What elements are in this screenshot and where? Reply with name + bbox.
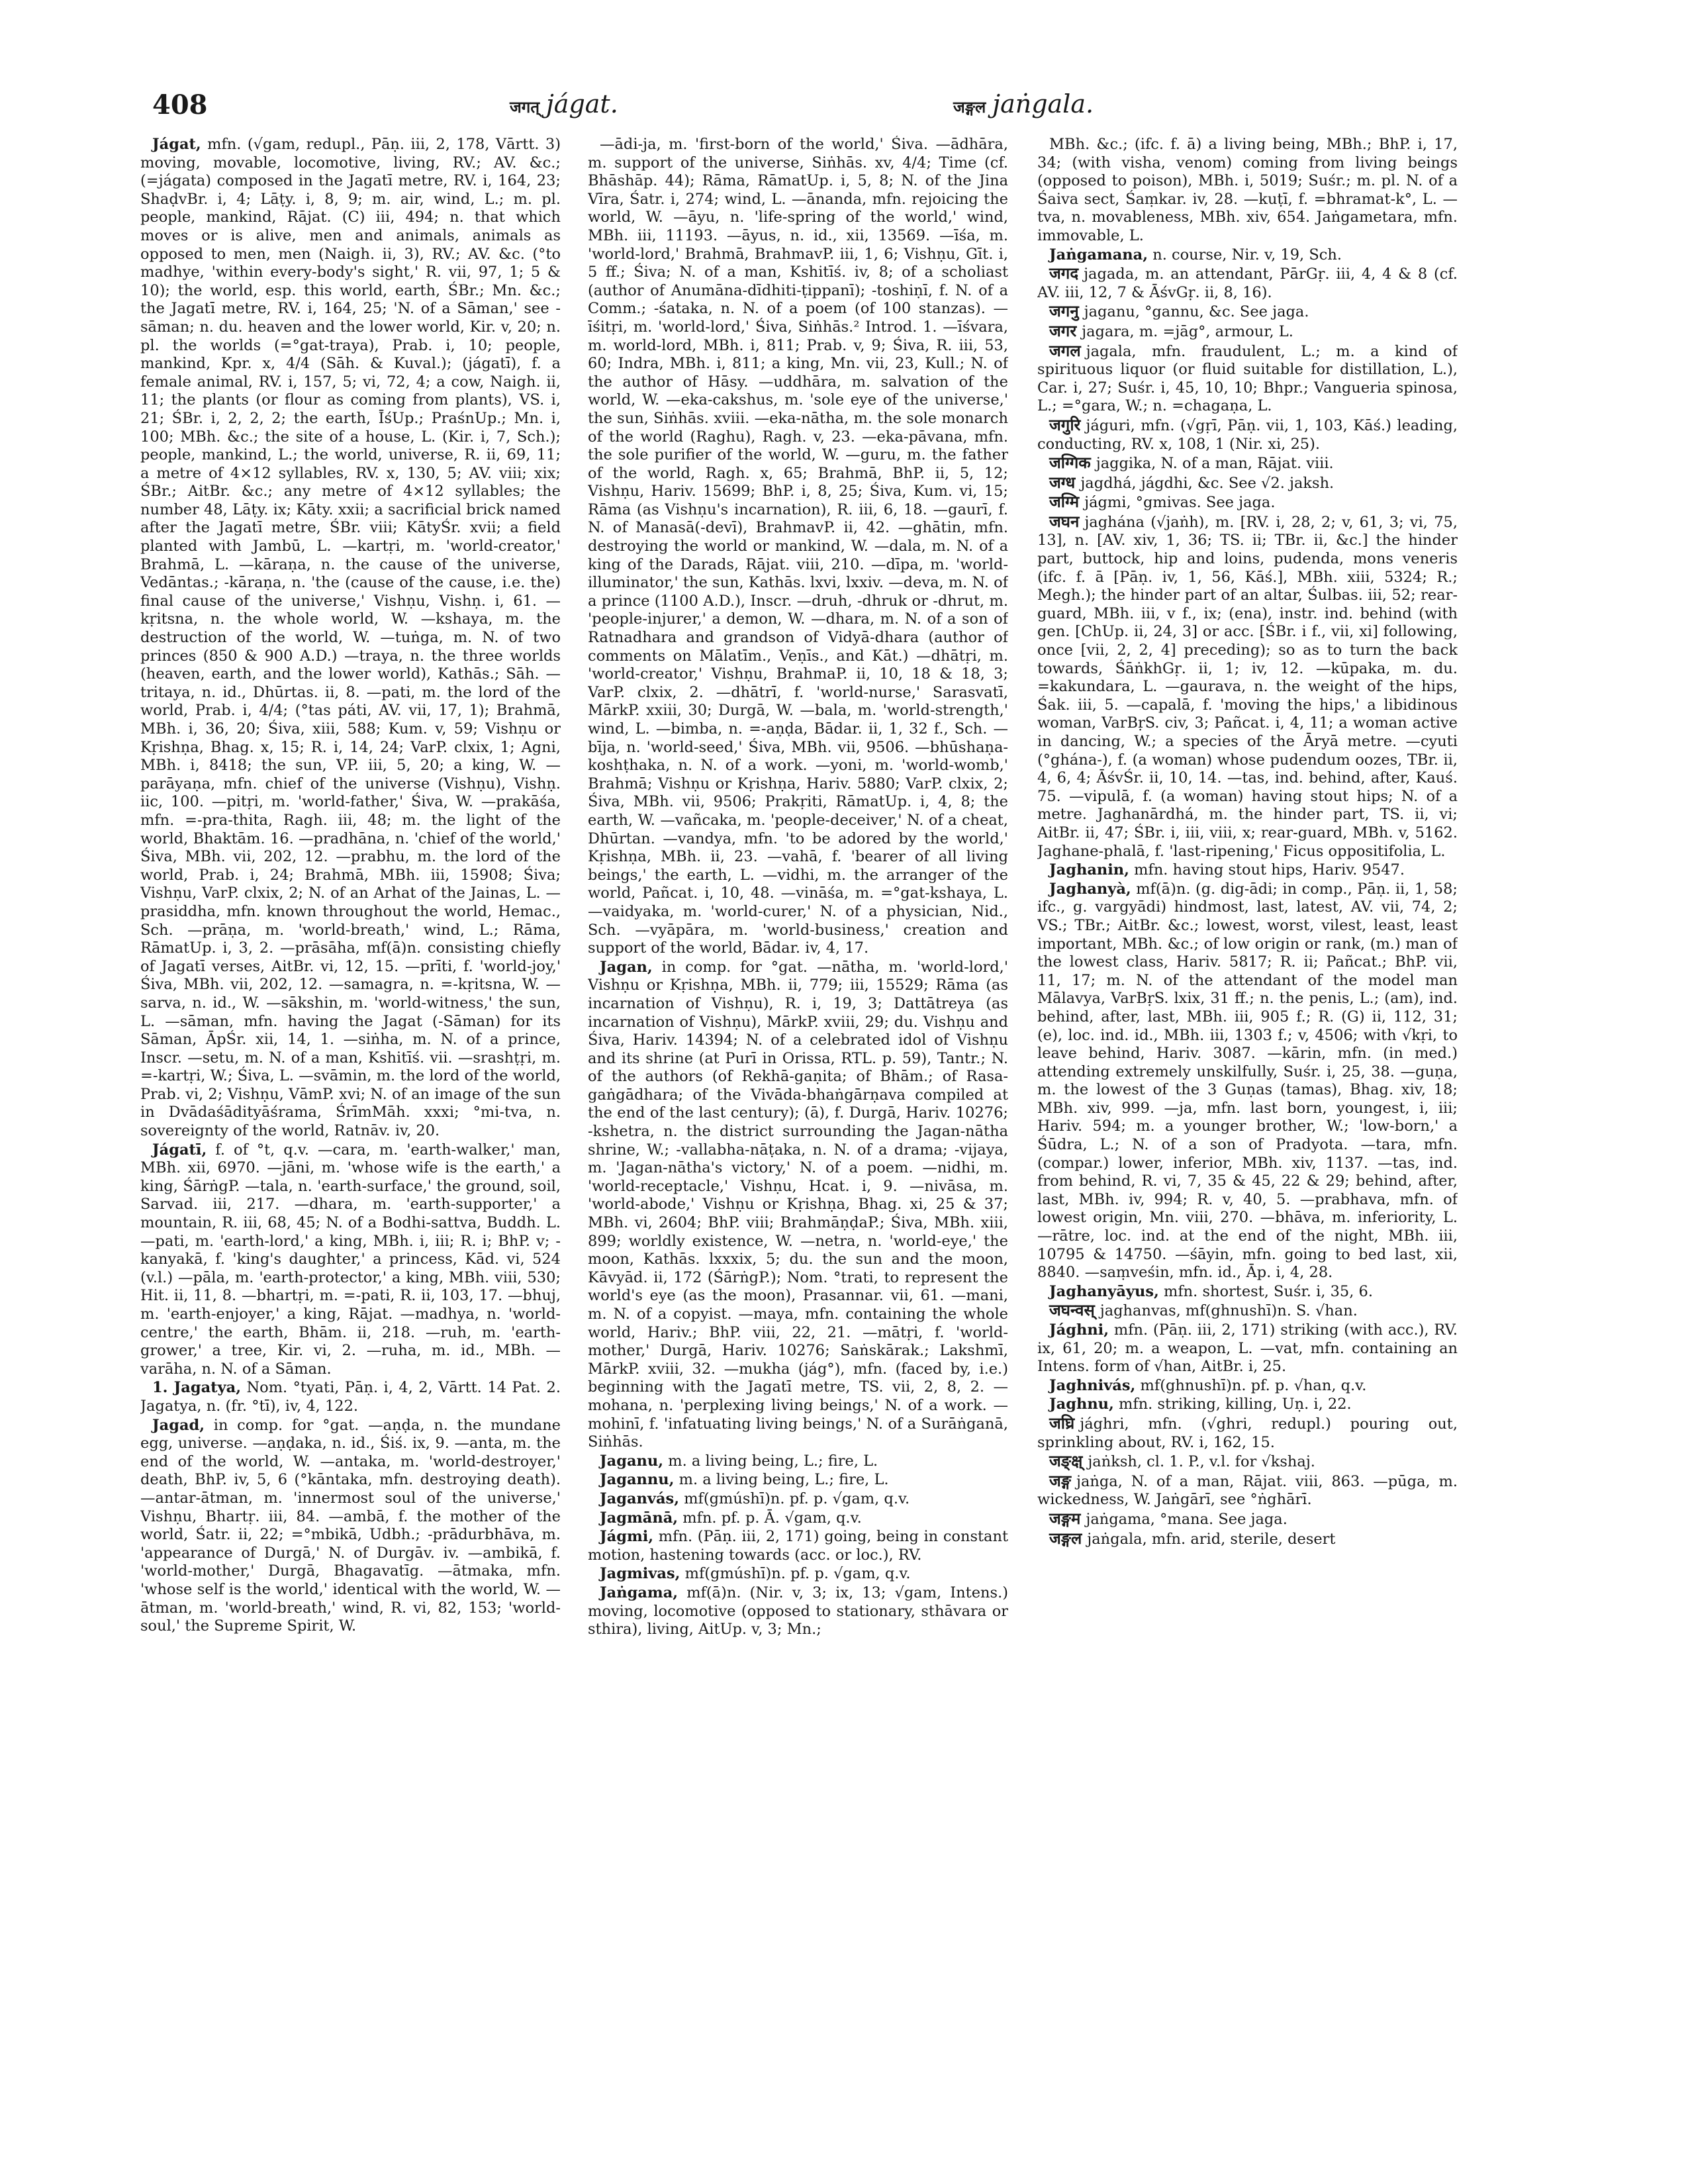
entry-text: —ādi-ja, m. 'first-born of the world,' Śiva. —ādhāra, m. support of the universe, Siṅhās. xv, 4/4; Time (cf. Bhāshāp. 44); Rāma, RāmatUp. i, 5, 8; N. of the Jina Vīra, Śatr. i, 274; wind, L. —ānanda, mfn. rejoicing the world, W. —āyu, n. 'life-spring of the world,' wind, MBh. iii, 11193. —āyus, n. id., xii, 13569. —īśa, m. 'world-lord,' Brahmā, BrahmavP. iii, 1, 6; Vishṇu, Gīt. i, 5 ff.; Śiva; N. of a man, Kshitīś. iv, 8; of a scholiast (author of Anumāna-dīdhiti-ṭippanī); -toshiṇī, f. N. of a Comm.; -śataka, n. N. of a poem (of 100 stanzas). —īśitṛi, m. 'world-lord,' Śiva, Siṅhās.² Introd. 1. —īśvara, m. world-lord, MBh. i, 811; Prab. v, 9; Śiva, R. iii, 53, 60; Indra, MBh. i, 811; a king, Mn. vii, 23, Kull.; N. of the author of Hāsy. —uddhāra, m. salvation of the world, W. —eka-cakshus, m. 'sole eye of the universe,' the sun, Siṅhās. xviii. —eka-nātha, m. the sole monarch of the world (Raghu), Ragh. v, 23. —eka-pāvana, mfn. the sole purifier of the world, W. —guru, m. the father of the world, Ragh. x, 65; Brahmā, BhP. ii, 5, 12; Vishṇu, Hariv. 15699; BhP. i, 8, 25; Śiva, Kum. vi, 15; Rāma (as Vishṇu's incarnation), R. iii, 6, 18. —gaurī, f. N. of Manasā(-devī), BrahmavP. ii, 42. —ghātin, mfn. destroying the world or mankind, W. —dala, m. N. of a king of the Darads, Rājat. viii, 210. —dīpa, m. 'world-illuminator,' the sun, Kathās. lxvi, lxxiv. —deva, m. N. of a prince (1100 A.D.), Inscr. —druh, -dhruk or -dhrut, m. 'people-injurer,' a demon, W. —dhara, m. N. of a son of Ratnadhara and grandson of Vidyā-dhara (author of comments on Mālatīm., Veṇīs., and Kāt.) —dhātṛi, m. 'world-creator,' Vishṇu, BrahmaP. ii, 10, 18 & 18, 3; VarP. clxix, 2. —dhātrī, f. 'world-nurse,' Sarasvatī, MārkP. xxiii, 30; Durgā, W. —bala, m. 'world-strength,' wind, L. —bimba, n. =-aṇḍa, Bādar. ii, 1, 32 f., Sch. —bīja, n. 'world-seed,' Śiva, MBh. vii, 9506. —bhūshaṇa-koshṭhaka, n. N. of a work. —yoni, m. 'world-womb,' Brahmā; Vishṇu or Kṛishṇa, Hariv. 5880; VarP. clxix, 2; Śiva, MBh. vii, 9506; Prakṛiti, RāmatUp. i, 4, 8; the earth, W. —vañcaka, m. 'people-deceiver,' N. of a cheat, Dhūrtan. —vandya, mfn. 'to be adored by the world,' Kṛishṇa, MBh. ii, 23. —vahā, f. 'bearer of all living beings,' the earth, L. —vidhi, m. the arranger of the world, Pañcat. i, 10, 48. —vināśa, m. =°gat-kshaya, L. —vaidyaka, m. 'world-curer,' N. of a physician, Nid., Sch. —vyāpāra, m. 'world-business,' creation and support of the world, Bādar. iv, 4, 17.	[588, 136, 1008, 957]
column-2	[588, 136, 1008, 2161]
entry-text: Nom. °tyati, Pāṇ. i, 4, 2, Vārtt. 14 Pat. 2. Jagatya, n. (fr. °tī), iv, 4, 122.	[140, 1379, 561, 1415]
dictionary-entry	[1037, 303, 1458, 322]
devanagari-headword: जङ्ग	[1049, 1471, 1071, 1490]
entry-headword: Jaghanin,	[1049, 861, 1129, 879]
dictionary-entry	[588, 1490, 1008, 1509]
dictionary-entry	[1037, 1302, 1458, 1321]
entry-headword: Jaganvás,	[600, 1490, 680, 1507]
dictionary-entry	[588, 1565, 1008, 1584]
dictionary-entry	[1037, 1321, 1458, 1376]
entry-headword: Jaganu,	[600, 1452, 664, 1470]
devanagari-headword: जगल	[1049, 341, 1081, 360]
entry-text: MBh. &c.; (ifc. f. ā) a living being, MBh.; BhP. i, 17, 34; (with visha, venom) coming from living beings (opposed to poison), MBh. i, 5019; Suśr.; m. pl. N. of a Śaiva sect, Śaṃkar. iv, 28. —kuṭī, f. =bhramat-k°, L. —tva, n. movableness, MBh. xiv, 654. Jaṅgametara, mfn. immovable, L.	[1037, 136, 1458, 244]
left-running-latin: jágat.	[546, 89, 618, 119]
entry-text: jághri, mfn. (√ghri, redupl.) pouring out, sprinkling about, RV. i, 162, 15.	[1037, 1415, 1458, 1451]
dictionary-entry	[140, 1417, 561, 1636]
dictionary-entry	[1037, 246, 1458, 265]
entry-headword: Jagmivas,	[600, 1565, 680, 1583]
entry-headword: Jaghnivás,	[1049, 1376, 1136, 1394]
entry-text: jaṅga, N. of a man, Rājat. viii, 863. —pūga, m. wickedness, W. Jaṅgārī, see °ṅghārī.	[1037, 1472, 1458, 1509]
entry-text: jaṅgala, mfn. arid, sterile, desert	[1087, 1530, 1336, 1548]
page-header	[152, 89, 1443, 129]
devanagari-headword: जघ्रि	[1049, 1413, 1075, 1433]
entry-headword: Jághni,	[1049, 1321, 1109, 1339]
dictionary-entry	[1037, 1530, 1458, 1549]
devanagari-headword: जग्ध	[1049, 473, 1076, 492]
dictionary-entry	[1037, 322, 1458, 342]
dictionary-entry	[1037, 265, 1458, 302]
entry-text: jaghána (√jaṅh), m. [RV. i, 28, 2; v, 61, 3; vi, 75, 13], n. [AV. xiv, 1, 36; TS. ii; TBr. ii, &c.] the hinder part, buttock, hip and loins, pudenda, mons veneris (ifc. f. ā [Pāṇ. iv, 1, 56, Kāś.], MBh. xiii, 5324; R.; Megh.); the hinder part of an altar, Śulbas. iii, 52; rear-guard, MBh. iii, v f., ix; (ena), instr. ind. behind (with gen. [ChUp. ii, 24, 3] or acc. [ŚBr. i f., vii, xi] following, once [vii, 2, 2, 4] preceding); so as to turn the back towards, ŚāṅkhGṛ. ii, 1; iv, 12. —kūpaka, m. du. =kakundara, L. —gaurava, n. the weight of the hips, Śak. iii, 5. —capalā, f. 'moving the hips,' a libidinous woman, VarBṛS. civ, 3; Pañcat. i, 4, 11; a woman active in dancing, W.; a species of the Āryā metre. —cyuti (°ghána-), f. (a woman) whose pudendum oozes, TBr. ii, 4, 6, 4; ĀśvŚr. ii, 10, 14. —tas, ind. behind, after, Kauś. 75. —vipulā, f. (a woman) having stout hips; N. of a metre. Jaghanārdhá, m. the hinder part, TS. ii, vi; AitBr. ii, 47; ŚBr. i, iii, viii, x; rear-guard, MBh. v, 5162. Jaghane-phalā, f. 'last-ripening,' Ficus oppositifolia, L.	[1037, 513, 1458, 860]
entry-text: jaṅgama, °mana. See jaga.	[1086, 1510, 1288, 1528]
right-running-latin: jaṅgala.	[992, 89, 1094, 119]
entry-headword: Jágat,	[152, 136, 201, 153]
devanagari-headword: जगुरि	[1049, 415, 1081, 434]
devanagari-headword: जङ्क्ष्	[1049, 1452, 1083, 1471]
dictionary-entry	[1037, 880, 1458, 1282]
devanagari-headword: जगर	[1049, 321, 1077, 340]
entry-text: m. a living being, L.; fire, L.	[663, 1452, 878, 1470]
entry-headword: Jagannu,	[600, 1471, 675, 1489]
entry-text: mf(gmúshī)n. pf. p. √gam, q.v.	[680, 1565, 911, 1583]
entry-text: jaghanvas, mf(ghnushī)n. S. √han.	[1100, 1302, 1358, 1320]
column-3	[1037, 136, 1458, 2161]
entry-text: mfn. having stout hips, Hariv. 9547.	[1129, 861, 1405, 879]
dictionary-entry	[1037, 493, 1458, 512]
right-running-dev: जङ्गल	[953, 98, 986, 117]
entry-text: mfn. striking, killing, Uṇ. i, 22.	[1113, 1396, 1352, 1413]
entry-text: in comp. for °gat. —aṇḍa, n. the mundane egg, universe. —aṇḍaka, n. id., Śiś. ix, 9. —anta, m. the end of the world, W. —antaka, m. 'world-destroyer,' death, BhP. iv, 5, 6 (°kāntaka, mfn. destroying death). —antar-ātman, m. 'innermost soul of the universe,' Vishṇu, Bhartṛ. iii, 84. —ambā, f. the mother of the world, Śatr. ii, 22; =°mbikā, Udbh.; -prādurbhāva, m. 'appearance of Durgā,' N. of Durgāv. iv. —ambikā, f. 'world-mother,' Durgā, Bhagavatīg. —ātmaka, mfn. 'whose self is the world,' identical with the world, W. —ātman, m. 'world-breath,' wind, R. vi, 82, 153; 'world-soul,' the Supreme Spirit, W.	[140, 1416, 561, 1635]
devanagari-headword: जग्मि	[1049, 493, 1080, 512]
dictionary-entry	[588, 1471, 1008, 1490]
entry-text: mfn. (Pāṇ. iii, 2, 171) striking (with acc.), RV. ix, 61, 20; m. a weapon, L. —vat, mfn. containing an Intens. form of √han, AitBr. i, 25.	[1037, 1321, 1458, 1376]
dictionary-entry	[588, 1528, 1008, 1564]
entry-headword: Jágatī,	[152, 1141, 207, 1159]
entry-headword: Jagmānā,	[600, 1509, 679, 1527]
dictionary-entry	[1037, 1452, 1458, 1472]
dictionary-entry	[1037, 861, 1458, 880]
dictionary-entry	[1037, 1510, 1458, 1529]
entry-text: mfn. shortest, Suśr. i, 35, 6.	[1158, 1282, 1373, 1300]
entry-headword: Jaghanyà,	[1049, 880, 1131, 898]
dictionary-entry	[1037, 454, 1458, 473]
entry-text: m. a living being, L.; fire, L.	[674, 1471, 889, 1489]
devanagari-headword: जगद	[1049, 264, 1079, 283]
entry-headword: Jaghnu,	[1049, 1396, 1114, 1413]
dictionary-entry	[1037, 1472, 1458, 1509]
devanagari-headword: जघन	[1049, 512, 1080, 531]
entry-text: jagdhá, jágdhi, &c. See √2. jaksh.	[1080, 474, 1335, 492]
entry-text: f. of °t, q.v. —cara, m. 'earth-walker,' man, MBh. xii, 6970. —jāni, m. 'whose wife is the earth,' a king, ŚārṅgP. —tala, n. 'earth-surface,' the ground, soil, Sarvad. iii, 217. —dhara, m. 'earth-supporter,' a mountain, R. iii, 68, 45; N. of a Bodhi-sattva, Buddh. L. —pati, m. 'earth-lord,' a king, MBh. i, iii; R. i; BhP. v; -kanyakā, f. 'king's daughter,' a princess, Kād. vi, 524 (v.l.) —pāla, m. 'earth-protector,' a king, MBh. viii, 530; Hit. ii, 11, 8. —bhartṛi, m. =-pati, R. ii, 103, 17. —bhuj, m. 'earth-enjoyer,' a king, Rājat. —madhya, n. 'world-centre,' the earth, Bhām. ii, 218. —ruh, m. 'earth-grower,' a tree, Kir. vi, 2. —ruha, m. id., MBh. —varāha, n. N. of a Sāman.	[140, 1141, 561, 1378]
column-1	[140, 136, 561, 2161]
dictionary-entry	[140, 136, 561, 1141]
devanagari-headword: जङ्गल	[1049, 1529, 1082, 1548]
entry-text: jagada, m. an attendant, PārGṛ. iii, 4, 4 & 8 (cf. AV. iii, 12, 7 & ĀśvGṛ. ii, 8, 16).	[1037, 265, 1458, 301]
dictionary-entry	[1037, 342, 1458, 416]
dictionary-entry	[588, 959, 1008, 1452]
entry-headword: Jaṅgamana,	[1049, 246, 1148, 263]
entry-text: jaggika, N. of a man, Rājat. viii.	[1096, 455, 1334, 473]
dictionary-entry	[1037, 1415, 1458, 1452]
dictionary-entry	[1037, 1283, 1458, 1302]
dictionary-entry	[588, 136, 1008, 958]
entry-text: mf(gmúshī)n. pf. p. √gam, q.v.	[679, 1490, 910, 1507]
entry-text: jaṅksh, cl. 1. P., v.l. for √kshaj.	[1088, 1453, 1315, 1471]
entry-headword: 1. Jagatya,	[152, 1379, 242, 1397]
entry-text: mf(ghnushī)n. pf. p. √han, q.v.	[1135, 1376, 1367, 1394]
dictionary-entry	[1037, 1396, 1458, 1414]
entry-text: mfn. (Pāṇ. iii, 2, 171) going, being in constant motion, hastening towards (acc. or loc.), RV.	[588, 1528, 1008, 1564]
dictionary-entry	[1037, 136, 1458, 246]
entry-text: mf(ā)n. (g. dig-ādi; in comp., Pāṇ. ii, 1, 58; ifc., g. vargyādi) hindmost, last, latest, AV. vii, 74, 2; VS.; TBr.; AitBr. &c.; lowest, worst, vilest, least, least important, MBh. &c.; of low origin or rank, (m.) man of the lowest class, Hariv. 5817; R. ii; Pañcat.; BhP. vii, 11, 17; m. N. of the attendant of the model man Mālavya, VarBṛS. lxix, 31 ff.; n. the penis, L.; (am), ind. behind, after, last, MBh. iii, 905 f.; R. (G) ii, 112, 31; (e), loc. ind. id., MBh. iii, 1303 f.; v, 4506; with √kṛi, to leave behind, Hariv. 3087. —kārin, mfn. (in med.) attending extremely unskilfully, Suśr. i, 25, 38. —guṇa, m. the lowest of the 3 Guṇas (tamas), Bhag. xiv, 18; MBh. xiv, 999. —ja, mfn. last born, youngest, i, iii; Hariv. 594; m. a younger brother, W.; 'low-born,' a Śūdra, L.; N. of a son of Pradyota. —tara, mfn. (compar.) lower, inferior, MBh. xiv, 1137. —tas, ind. from behind, R. vi, 7, 35 & 45, 22 & 29; behind, after, last, MBh. iv, 994; R. v, 40, 5. —prabhava, mfn. of lowest origin, Mn. viii, 270. —bhāva, m. inferiority, L. —rātre, loc. ind. at the end of the night, MBh. iii, 10795 & 14750. —śāyin, mfn. going to bed last, xii, 8840. —saṃveśin, mfn. id., Āp. i, 4, 28.	[1037, 880, 1458, 1282]
devanagari-headword: जग्गिक	[1049, 453, 1091, 473]
devanagari-headword: जङ्गम	[1049, 1509, 1081, 1528]
devanagari-headword: जघन्वस्	[1049, 1301, 1095, 1320]
left-running-head	[510, 89, 618, 119]
entry-headword: Jaṅgama,	[600, 1584, 679, 1601]
entry-text: mf(ā)n. (Nir. v, 3; ix, 13; √gam, Intens.) moving, locomotive (opposed to stationary, sthāvara or sthira), living, AitUp. v, 3; Mn.;	[588, 1584, 1008, 1638]
entry-text: jagara, m. =jāg°, armour, L.	[1082, 322, 1293, 340]
entry-text: mfn. pf. p. Ā. √gam, q.v.	[678, 1509, 862, 1527]
entry-text: n. course, Nir. v, 19, Sch.	[1148, 246, 1342, 263]
entry-text: mfn. (√gam, redupl., Pāṇ. iii, 2, 178, Vārtt. 3) moving, movable, locomotive, living, RV.; AV. &c.; (=jágata) composed in the Jagatī metre, RV. i, 164, 23; ShaḍvBr. i, 4; Lāṭy. i, 8, 9; m. air, wind, L.; m. pl. people, mankind, Rājat. (C) iii, 494; n. that which moves or is alive, men and animals, animals as opposed to men, men (Naigh. ii, 3), RV.; AV. &c. (°to madhye, 'within every-body's sight,' R. vii, 97, 1; 5 & 10); the world, esp. this world, earth, ŚBr.; Mn. &c.; the Jagatī metre, RV. i, 164, 25; 'N. of a Sāman,' see -sāman; n. du. heaven and the lower world, Kir. v, 20; n. pl. the worlds (=°gat-traya), Prab. i, 10; people, mankind, Kpr. x, 4/4 (Sāh. & Kuval.); (jágatī), f. a female animal, RV. i, 157, 5; vi, 72, 4; a cow, Naigh. ii, 11; the plants (or flour as coming from plants), VS. i, 21; ŚBr. i, 2, 2, 2; the earth, ĪśUp.; PraśnUp.; Mn. i, 100; MBh. &c.; the site of a house, L. (Kir. i, 7, Sch.); people, mankind, L.; the world, universe, R. ii, 69, 11; a metre of 4×12 syllables, RV. x, 130, 5; AV. viii; xix; ŚBr.; AitBr. &c.; any metre of 4×12 syllables; the number 48, Lāṭy. ix; Kāty. xxii; a sacrificial brick named after the Jagatī metre, ŚBr. viii; KātyŚr. xvii; a field planted with Jambū, L. —kartṛi, m. 'world-creator,' Brahmā, L. —kāraṇa, n. the cause of the universe, Vedāntas.; -kāraṇa, n. 'the (cause of the cause, i.e. the) final cause of the universe,' Vishṇu, Vishṇ. i, 61. —kṛitsna, n. the whole world, W. —kshaya, m. the destruction of the world, W. —tuṅga, m. N. of two princes (850 & 900 A.D.) —traya, n. the three worlds (heaven, earth, and the lower world), Kathās.; Sāh. —tritaya, n. id., Dhūrtas. ii, 8. —pati, m. the lord of the world, Prab. i, 4/4; (°tas páti, AV. vii, 17, 1); Brahmā, MBh. i, 36, 20; Śiva, xiii, 588; Kum. v, 59; Vishṇu or Kṛishṇa, Bhag. x, 15; R. i, 14, 24; VarP. clxix, 1; Agni, MBh. i, 8418; the sun, VP. iii, 5, 20; a king, W. —parāyaṇa, mfn. chief of the universe (Vishṇu), Vishṇ. iic, 100. —pitṛi, m. 'world-father,' Śiva, W. —prakāśa, mfn. =-pra-thita, Ragh. iii, 48; m. the light of the world, Bhaktām. 16. —pradhāna, n. 'chief of the world,' Śiva, MBh. vii, 202, 12. —prabhu, m. the lord of the world, Prab. i, 24; Brahmā, MBh. iii, 15908; Śiva; Vishṇu, VarP. clxix, 2; N. of an Arhat of the Jainas, L. —prasiddha, mfn. known throughout the world, Hemac., Sch. —prāṇa, m. 'world-breath,' wind, L.; Rāma, RāmatUp. i, 3, 2. —prāsāha, mf(ā)n. consisting chiefly of Jagatī verses, AitBr. vi, 12, 15. —prīti, f. 'world-joy,' Śiva, MBh. vii, 202, 12. —samagra, n. =-kṛitsna, W. —sarva, n. id., W. —sākshin, m. 'world-witness,' the sun, L. —sāman, mfn. having the Jagat (-Sāman) for its Sāman, ĀpŚr. xii, 14, 1. —siṅha, m. N. of a prince, Inscr. —setu, m. N. of a man, Kshitīś. vii. —srashṭṛi, m. =-kartṛi, W.; Śiva, L. —svāmin, m. the lord of the world, Prab. vi, 2; Vishṇu, VāmP. xvi; N. of an image of the sun in Dvādaśādityāśrama, ŚrīmMāh. xxxi; °mi-tva, n. sovereignty of the world, Ratnāv. iv, 20.	[140, 136, 561, 1140]
entry-headword: Jágmi,	[600, 1528, 654, 1546]
dictionary-entry	[140, 1141, 561, 1379]
dictionary-entry	[588, 1584, 1008, 1639]
entry-text: jáguri, mfn. (√gṛī, Pāṇ. vii, 1, 103, Kāś.) leading, conducting, RV. x, 108, 1 (Nir. xi, 25).	[1037, 416, 1458, 453]
devanagari-headword: जगनु	[1049, 302, 1079, 321]
page-number: 408	[152, 89, 208, 120]
dictionary-entry	[140, 1379, 561, 1415]
left-running-dev: जगत्	[510, 98, 539, 117]
right-running-head	[953, 89, 1094, 119]
dictionary-entry	[1037, 1377, 1458, 1396]
dictionary-entry	[588, 1452, 1008, 1471]
dictionary-entry	[1037, 474, 1458, 493]
entry-text: jaganu, °gannu, &c. See jaga.	[1084, 303, 1309, 321]
entry-text: jagala, mfn. fraudulent, L.; m. a kind of spirituous liquor (or fluid suitable for distillation, L.), Car. i, 27; Suśr. i, 45, 10, 10; Bhpr.; Vangueria spinosa, L.; =°gara, W.; n. =chagaṇa, L.	[1037, 342, 1458, 415]
entry-text: in comp. for °gat. —nātha, m. 'world-lord,' Vishṇu or Kṛishṇa, MBh. ii, 779; iii, 15529; Rāma (as incarnation of Vishṇu), R. i, 19, 3; Dattātreya (as incarnation of Vishṇu), MārkP. xviii, 29; du. Vishṇu and Śiva, Hariv. 14394; N. of a celebrated idol of Vishṇu and its shrine (at Purī in Orissa, RTL. p. 59), Tantr.; N. of the authors (of Rekhā-gaṇita; of Bhām.; of Rasa-gaṅgādhara; of the Vivāda-bhaṅgārṇava compiled at the end of the last century); (ā), f. Durgā, Hariv. 10276; -kshetra, n. the district surrounding the Jagan-nātha shrine, W.; -vallabha-nāṭaka, n. N. of a drama; -vijaya, m. 'Jagan-nātha's victory,' N. of a poem. —nidhi, m. 'world-receptacle,' Vishṇu, Hcat. i, 9. —nivāsa, m. 'world-abode,' Vishṇu or Kṛishṇa, Bhag. xi, 25 & 37; MBh. vi, 2604; BhP. viii; BrahmāṇḍaP.; Śiva, MBh. xiii, 899; worldly existence, W. —netra, n. 'world-eye,' the moon, Kathās. lxxxix, 5; du. the sun and the moon, Kāvyād. ii, 172 (ŚārṅgP.); Nom. °trati, to represent the world's eye (as the moon), Prasannar. vii, 61. —mani, m. N. of a copyist. —maya, mfn. containing the whole world, Hariv.; BhP. viii, 22, 21. —mātṛi, f. 'world-mother,' Durgā, Hariv. 10276; Saṅskārak.; Lakshmī, MārkP. xviii, 32. —mukha (jág°), mfn. (faced by, i.e.) beginning with the Jagatī metre, TS. vii, 2, 8, 2. —mohana, n. 'perplexing living beings,' N. of a work. —mohinī, f. 'infatuating living beings,' N. of a Surāṅganā, Siṅhās.	[588, 958, 1008, 1451]
dictionary-entry	[588, 1509, 1008, 1528]
entry-headword: Jaghanyāyus,	[1049, 1282, 1159, 1300]
entry-headword: Jagan,	[600, 958, 653, 976]
dictionary-entry	[1037, 513, 1458, 861]
entry-text: jágmi, °gmivas. See jaga.	[1084, 494, 1276, 512]
dictionary-entry	[1037, 416, 1458, 453]
entry-headword: Jagad,	[152, 1416, 205, 1434]
